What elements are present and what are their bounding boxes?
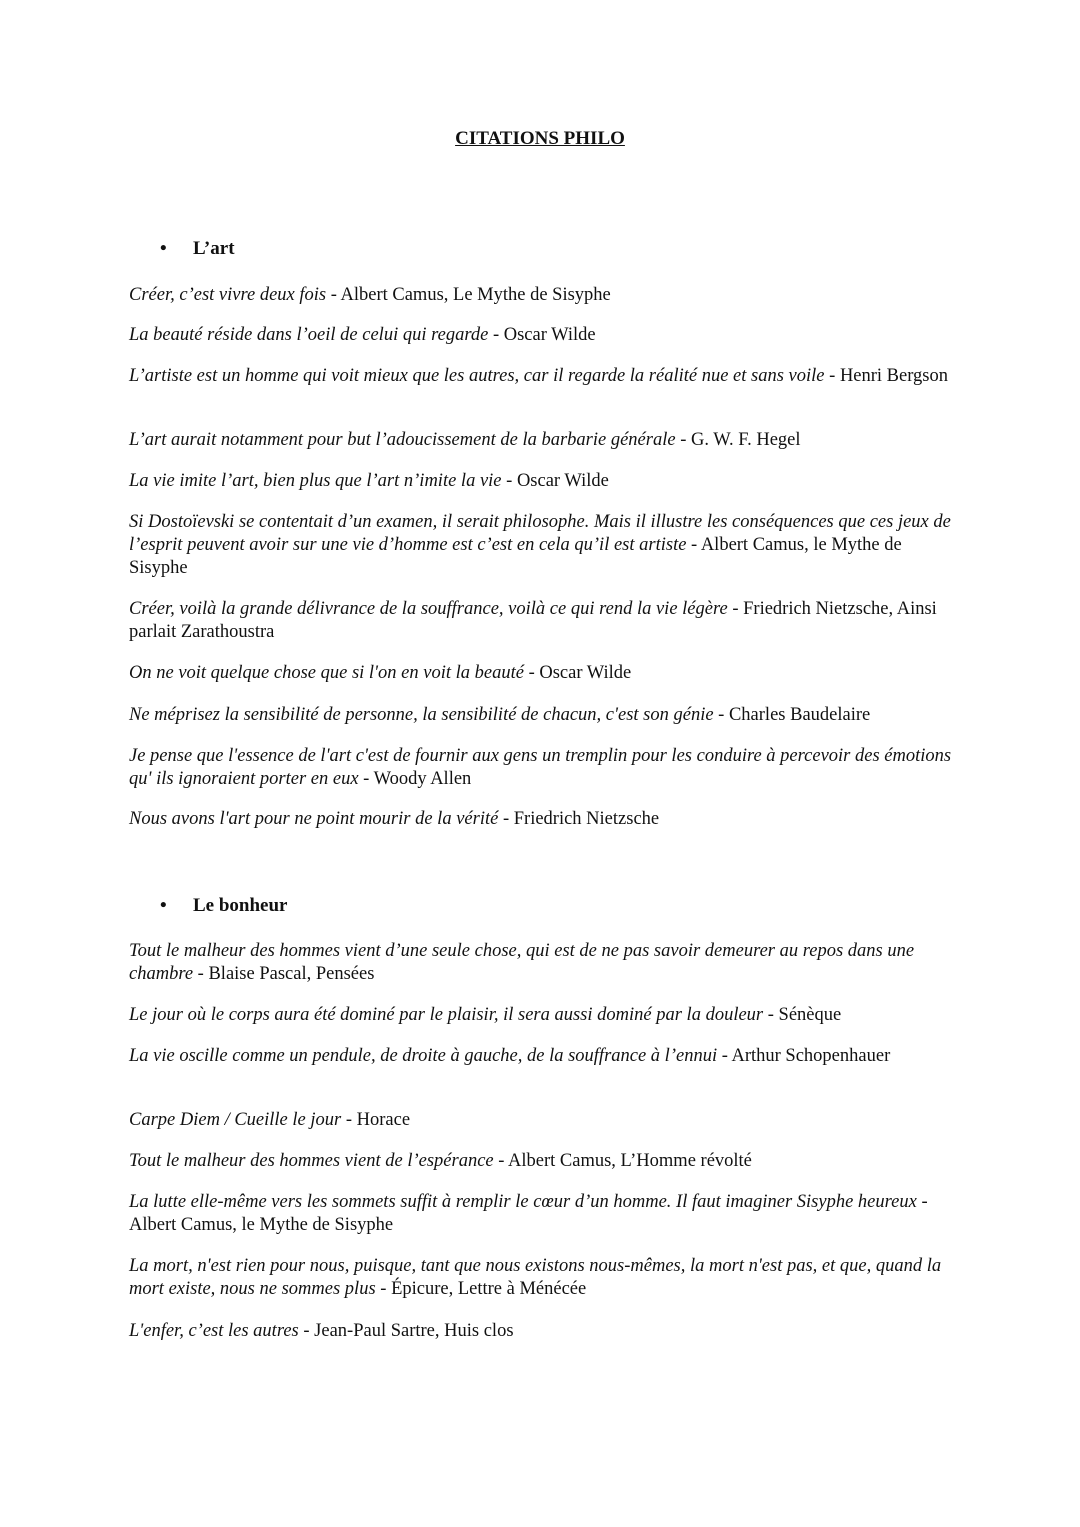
quote: Ne méprisez la sensibilité de personne, la sensibilité de chacun, c'est son génie - Charles Baudelaire [129,705,871,725]
quote-text: Ne méprisez la sensibilité de personne, la sensibilité de chacun, c'est son génie [129,705,714,725]
quote-text: Créer, voilà la grande délivrance de la souffrance, voilà ce qui rend la vie légère [129,599,728,619]
section-heading-label: L’art [193,238,235,259]
quote-author: Friedrich Nietzsche [513,809,660,829]
quote-text: Je pense que l'essence de l'art c'est de fournir aux gens un tremplin pour les conduire à percevoir des émotions qu' ils ignoraient porter en eux [129,746,952,789]
quote-text: La vie imite l’art, bien plus que l’art n’imite la vie [129,471,502,491]
quote-author: Albert Camus, le Mythe de Sisyphe [129,1215,394,1235]
quote: La beauté réside dans l’oeil de celui qui regarde - Oscar Wilde [129,325,596,345]
quote-author: Horace [356,1110,411,1130]
quote: Le jour où le corps aura été dominé par le plaisir, il sera aussi dominé par la douleur - Sénèque [129,1005,842,1025]
quote-author: Arthur Schopenhauer [731,1046,891,1066]
quote-author: Albert Camus, Le Mythe de Sisyphe [340,285,611,305]
quote: Si Dostoïevski se contentait d’un examen, il serait philosophe. Mais il illustre les conséquences que ces jeux de l’esprit peuvent avoir sur une vie d’homme est c’est en cela qu’il est artiste - Albert Camus, le Mythe de Sisyphe [129,512,951,578]
quote: La vie oscille comme un pendule, de droite à gauche, de la souffrance à l’ennui - Arthur Schopenhauer [129,1046,891,1066]
quote-author: Sénèque [778,1005,842,1025]
quote: L’artiste est un homme qui voit mieux que les autres, car il regarde la réalité nue et sans voile - Henri Bergson [129,366,949,386]
quote-text: La vie oscille comme un pendule, de droite à gauche, de la souffrance à l’ennui [129,1046,718,1066]
document-title: CITATIONS PHILO [455,128,625,149]
quote-author: Charles Baudelaire [728,705,871,725]
quote-text: On ne voit quelque chose que si l'on en voit la beauté [129,663,524,683]
quote-author: Oscar Wilde [516,471,609,491]
quote-text: L'enfer, c’est les autres [129,1321,299,1341]
quote-author: Albert Camus, le Mythe de Sisyphe [129,535,902,578]
quote: Nous avons l'art pour ne point mourir de la vérité - Friedrich Nietzsche [129,809,660,829]
section-heading-art [160,238,235,260]
quote: Je pense que l'essence de l'art c'est de fournir aux gens un tremplin pour les conduire à percevoir des émotions qu' ils ignoraient porter en eux - Woody Allen [129,746,952,789]
quote-text: L’artiste est un homme qui voit mieux que les autres, car il regarde la réalité nue et sans voile [129,366,825,386]
bullet-icon: • [160,238,167,259]
quote-author: Friedrich Nietzsche, Ainsi parlait Zarathoustra [129,599,937,642]
quote-author: Oscar Wilde [503,325,596,345]
quote: L'enfer, c’est les autres - Jean-Paul Sartre, Huis clos [129,1321,514,1341]
quote-text: Le jour où le corps aura été dominé par le plaisir, il sera aussi dominé par la douleur [129,1005,764,1025]
quote: La mort, n'est rien pour nous, puisque, tant que nous existons nous-mêmes, la mort n'est pas, et que, quand la mort existe, nous ne sommes plus - Épicure, Lettre à Ménécée [129,1256,942,1299]
quote-author: Épicure, Lettre à Ménécée [391,1279,587,1299]
quote-author: Henri Bergson [839,366,949,386]
quote: Tout le malheur des hommes vient d’une seule chose, qui est de ne pas savoir demeurer au repos dans une chambre - Blaise Pascal, Pensées [129,941,915,984]
quote-author: Jean-Paul Sartre, Huis clos [314,1321,514,1341]
quote-author: Albert Camus, L’Homme révolté [508,1151,752,1171]
bullet-icon: • [160,895,167,916]
quote: On ne voit quelque chose que si l'on en voit la beauté - Oscar Wilde [129,663,632,683]
quote-text: La lutte elle-même vers les sommets suffit à remplir le cœur d’un homme. Il faut imaginer Sisyphe heureux [129,1192,917,1212]
quote-text: La beauté réside dans l’oeil de celui qui regarde [129,325,489,345]
quote: Tout le malheur des hommes vient de l’espérance - Albert Camus, L’Homme révolté [129,1151,752,1171]
quote-text: Tout le malheur des hommes vient de l’espérance [129,1151,494,1171]
quote: Créer, voilà la grande délivrance de la souffrance, voilà ce qui rend la vie légère - Friedrich Nietzsche, Ainsi parlait Zarathoustra [129,599,937,642]
quote-text: Créer, c’est vivre deux fois [129,285,327,305]
quote-text: Carpe Diem / Cueille le jour [129,1110,342,1130]
quote-author: G. W. F. Hegel [690,430,801,450]
quote-text: La mort, n'est rien pour nous, puisque, tant que nous existons nous-mêmes, la mort n'est pas, et que, quand la mort existe, nous ne sommes plus [129,1256,942,1299]
quote: La lutte elle-même vers les sommets suffit à remplir le cœur d’un homme. Il faut imaginer Sisyphe heureux - Albert Camus, le Mythe de Sisyphe [129,1192,928,1235]
quote-text: Si Dostoïevski se contentait d’un examen, il serait philosophe. Mais il illustre les conséquences que ces jeux de l’esprit peuvent avoir sur une vie d’homme est c’est en cela qu’il est artiste [129,512,951,555]
section-heading-label: Le bonheur [193,895,288,916]
quote-text: Tout le malheur des hommes vient d’une seule chose, qui est de ne pas savoir demeurer au repos dans une chambre [129,941,915,984]
quote-text: Nous avons l'art pour ne point mourir de la vérité [129,809,499,829]
quote-author: Blaise Pascal, Pensées [208,964,375,984]
quote: L’art aurait notamment pour but l’adoucissement de la barbarie générale - G. W. F. Hegel [129,430,801,450]
quote-author: Oscar Wilde [539,663,632,683]
quote-text: L’art aurait notamment pour but l’adoucissement de la barbarie générale [129,430,676,450]
quote-author: Woody Allen [373,769,472,789]
quote: Créer, c’est vivre deux fois - Albert Camus, Le Mythe de Sisyphe [129,285,611,305]
section-heading-bonheur [160,895,288,917]
quote: La vie imite l’art, bien plus que l’art n’imite la vie - Oscar Wilde [129,471,609,491]
quote: Carpe Diem / Cueille le jour - Horace [129,1110,411,1130]
